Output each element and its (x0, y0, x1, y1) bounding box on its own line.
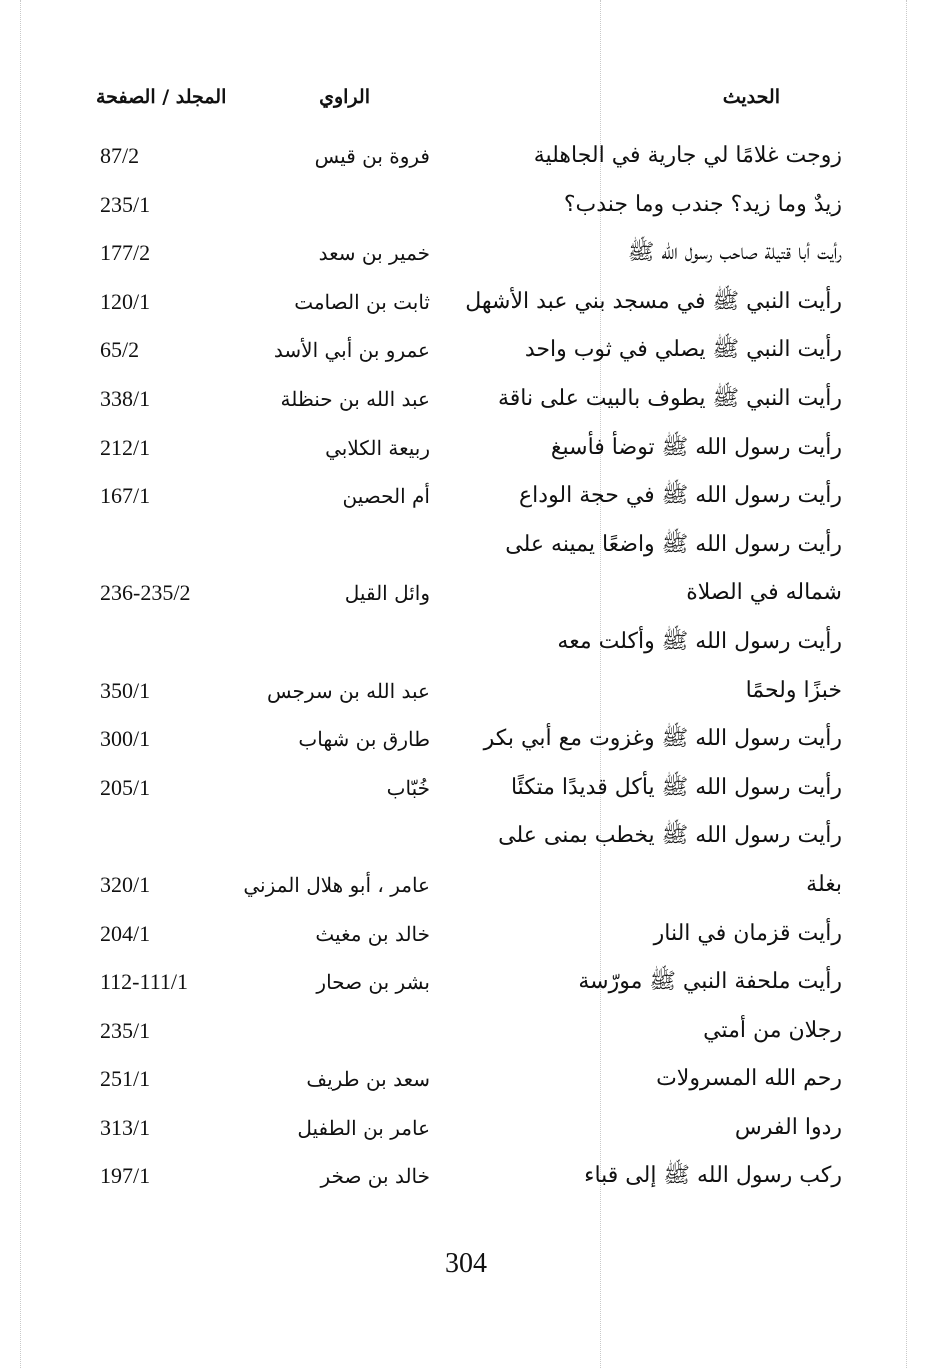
hadith-text: رأيت رسول الله ﷺ وغزوت مع أبي بكر (483, 726, 842, 752)
table-row (0, 375, 932, 424)
table-row (0, 424, 932, 473)
hadith-text: رأيت النبي ﷺ في مسجد بني عبد الأشهل (465, 288, 842, 314)
narrator-name: عمرو بن أبي الأسد (273, 338, 430, 363)
table-row (0, 715, 932, 764)
hadith-text: رحم الله المسرولات (656, 1066, 842, 1092)
volume-page-ref (100, 812, 250, 861)
narrator-name: عبد الله بن حنظلة (280, 386, 430, 411)
volume-page-ref (100, 618, 250, 667)
hadith-text: رأيت رسول الله ﷺ واضعًا يمينه على (505, 531, 842, 557)
volume-page-ref: 235/1 (100, 191, 151, 217)
narrator-name: سعد بن طريف (306, 1067, 430, 1092)
hadith-text: رأيت قزمان في النار (653, 920, 842, 946)
volume-page-ref: 120/1 (100, 288, 151, 314)
volume-page-ref: 177/2 (100, 240, 151, 266)
narrator-name: خالد بن صخر (320, 1164, 430, 1189)
table-row (0, 521, 932, 570)
narrator-name: بشر بن صحار (316, 970, 430, 995)
volume-page-ref: 212/1 (100, 434, 151, 460)
narrator-name: وائل القيل (344, 581, 430, 606)
hadith-text: رأيت رسول الله ﷺ يأكل قديدًا متكئًا (510, 774, 842, 800)
narrator-name: فروة بن قيس (314, 144, 430, 168)
volume-page-ref: 65/2 (100, 337, 140, 363)
table-row (0, 618, 932, 667)
hadith-text: رأيت رسول الله ﷺ وأكلت معه (557, 628, 842, 654)
volume-page-ref: 197/1 (100, 1163, 151, 1189)
column-header-narrator: الراوي (319, 86, 370, 108)
column-header-reference: المجلد / الصفحة (96, 86, 227, 108)
table-row (0, 1152, 932, 1201)
volume-page-ref: 87/2 (100, 143, 140, 168)
volume-page-ref: 338/1 (100, 385, 151, 411)
hadith-text: ركب رسول الله ﷺ إلى قباء (584, 1163, 842, 1189)
narrator-name: خالد بن مغيث (315, 921, 430, 946)
volume-page-ref: 205/1 (100, 774, 151, 800)
table-row (0, 1055, 932, 1104)
hadith-text: رجلان من أمتي (703, 1017, 842, 1043)
hadith-text: رأيت النبي ﷺ يطوف بالبيت على ناقة (497, 385, 842, 411)
table-row (0, 1104, 932, 1153)
narrator-name: أم الحصين (342, 484, 430, 509)
hadith-text: رأيت رسول الله ﷺ يخطب بمنى على (498, 823, 842, 849)
volume-page-ref (100, 521, 250, 570)
narrator-name: عامر بن الطفيل (297, 1115, 430, 1140)
table-row (0, 229, 932, 278)
hadith-text: خبزًا ولحمًا (745, 677, 842, 703)
narrator-name: عامر ، أبو هلال المزني (243, 872, 430, 897)
hadith-text: زيدٌ وما زيد؟ جندب وما جندب؟ (563, 191, 842, 217)
volume-page-ref: 236-235/2 (100, 580, 191, 606)
table-row (0, 569, 932, 618)
narrator-name: خُبّاب (386, 775, 430, 800)
volume-page-ref: 251/1 (100, 1066, 151, 1092)
hadith-text: رأيت رسول الله ﷺ في حجة الوداع (519, 483, 842, 509)
hadith-text: زوجت غلامًا لي جارية في الجاهلية (533, 143, 842, 168)
hadith-text: بغلة (806, 871, 842, 897)
volume-page-ref: 112-111/1 (100, 969, 188, 995)
narrator-name: طارق بن شهاب (298, 727, 430, 752)
table-row (0, 667, 932, 716)
hadith-text: رأيت ملحفة النبي ﷺ مورّسة (578, 969, 842, 995)
table-row (0, 181, 932, 230)
hadith-text: رأيت أبا قتيلة صاحب رسول الله ﷺ (627, 240, 842, 266)
narrator-name: عبد الله بن سرجس (267, 678, 430, 703)
hadith-text: رأيت رسول الله ﷺ توضأ فأسبغ (550, 434, 842, 460)
table-row (0, 132, 932, 181)
table-row (0, 812, 932, 861)
volume-page-ref: 350/1 (100, 677, 151, 703)
volume-page-ref: 300/1 (100, 726, 151, 752)
hadith-text: رأيت النبي ﷺ يصلي في ثوب واحد (524, 337, 842, 363)
index-table (0, 132, 932, 1201)
narrator-name: ربيعة الكلابي (325, 435, 430, 460)
table-row (0, 1007, 932, 1056)
table-row (0, 326, 932, 375)
table-row (0, 910, 932, 959)
hadith-text: شماله في الصلاة (686, 580, 842, 606)
volume-page-ref: 313/1 (100, 1114, 151, 1140)
volume-page-ref: 167/1 (100, 483, 151, 509)
narrator-name: ثابت بن الصامت (294, 289, 430, 314)
table-row (0, 472, 932, 521)
table-row (0, 278, 932, 327)
volume-page-ref: 320/1 (100, 871, 151, 897)
narrator-name: خمير بن سعد (318, 241, 430, 266)
page-number: 304 (445, 1248, 487, 1279)
table-row (0, 861, 932, 910)
table-row (0, 958, 932, 1007)
hadith-text: ردوا الفرس (734, 1114, 842, 1140)
table-row (0, 764, 932, 813)
column-header-hadith: الحديث (722, 86, 780, 108)
volume-page-ref: 204/1 (100, 920, 151, 946)
volume-page-ref: 235/1 (100, 1017, 151, 1043)
